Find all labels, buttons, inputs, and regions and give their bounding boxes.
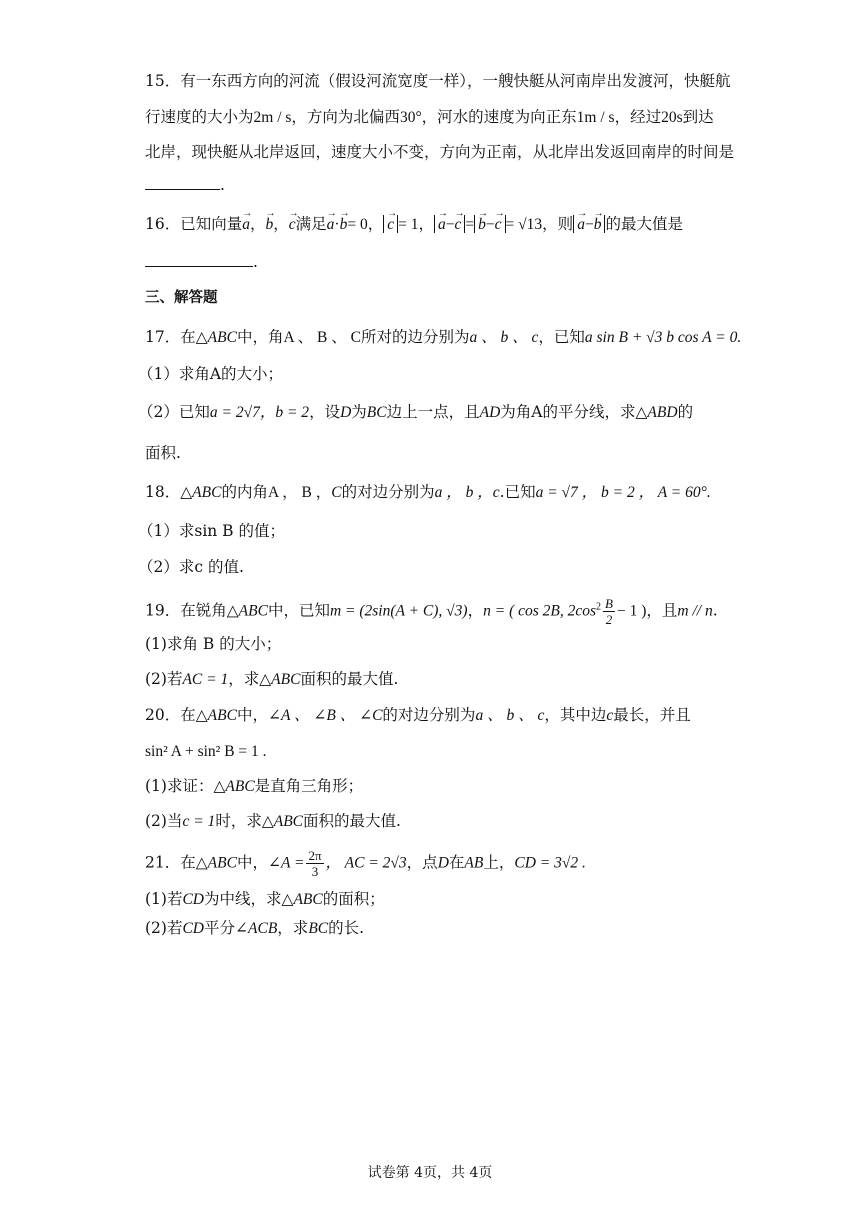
q17-part2-end: 面积.	[145, 444, 181, 462]
q21-part1: (1)若CD为中线，求△ABC的面积；	[145, 890, 385, 908]
q18-part1: （1）求sin B 的值；	[138, 522, 286, 540]
page-footer: 试卷第 4页，共 4页	[367, 1165, 493, 1181]
q15-line4: .	[145, 174, 225, 196]
q17-line1: 17．在△ABC中，角A 、 B 、 C所对的边分别为a 、 b 、 c，已知a sin B + √3 b cos A = 0.	[145, 328, 742, 346]
q18-line1: 18．△ABC的内角A ， B ，C的对边分别为a ， b ，c.已知a = √7 ， b = 2 ， A = 60°.	[145, 483, 711, 501]
q18-part2: （2）求c 的值.	[138, 558, 244, 576]
q20-part2: (2)当c = 1时，求△ABC面积的最大值.	[145, 812, 401, 830]
q19-part2: (2)若AC = 1，求△ABC面积的最大值.	[145, 670, 399, 688]
q21-line1: 21．在△ABC中，∠A = $\frac{2\pi}{3}$ ， AC = 2√3，点D在AB上，CD = 3√2 .	[145, 848, 586, 879]
q20-line1: 20．在△ABC中，∠A 、 ∠B 、 ∠C的对边分别为a 、 b 、 c，其中边c最长，并且	[145, 706, 691, 724]
q19-line1: 19．在锐角△ABC中，已知m = (2sin(A + C), √3)，n = ( cos 2B, $2\cos^2$ $\frac{B}{2}$ − 1 )，且m // n.	[145, 596, 718, 627]
q17-part2: （2）已知a = 2√7，b = 2，设D为BC边上一点，且AD为角A的平分线，求△ABD的	[138, 403, 694, 421]
answer-blank[interactable]	[145, 175, 220, 190]
q21-part2: (2)若CD平分∠ACB，求BC的长.	[145, 919, 365, 937]
answer-blank[interactable]	[145, 252, 253, 267]
q15-line2: 行速度的大小为2m / s，方向为北偏西30°，河水的速度为向正东1m / s，经过20s到达	[145, 108, 714, 126]
q17-part1: （1）求角A的大小；	[138, 365, 284, 383]
q16-line2: .	[145, 251, 258, 273]
section-title: 三、解答题	[145, 290, 218, 306]
q15-line3: 北岸，现快艇从北岸返回，速度大小不变，方向为正南，从北岸出发返回南岸的时间是	[145, 143, 735, 161]
q20-part1: (1)求证：△ABC是直角三角形；	[145, 777, 364, 795]
q15-line1: 15．有一东西方向的河流（假设河流宽度一样），一艘快艇从河南岸出发渡河，快艇航	[145, 72, 731, 90]
q19-part1: (1)求角 B 的大小；	[145, 635, 282, 653]
q16-line1: 16．已知向量→ a，→ b，→ c满足→ a·→ b= 0，→ c = 1，→ a−→ c =→ b−→ c = √13，则→ a−→ b 的最大值是	[145, 213, 683, 236]
q20-line2: sin² A + sin² B = 1 .	[145, 743, 267, 760]
